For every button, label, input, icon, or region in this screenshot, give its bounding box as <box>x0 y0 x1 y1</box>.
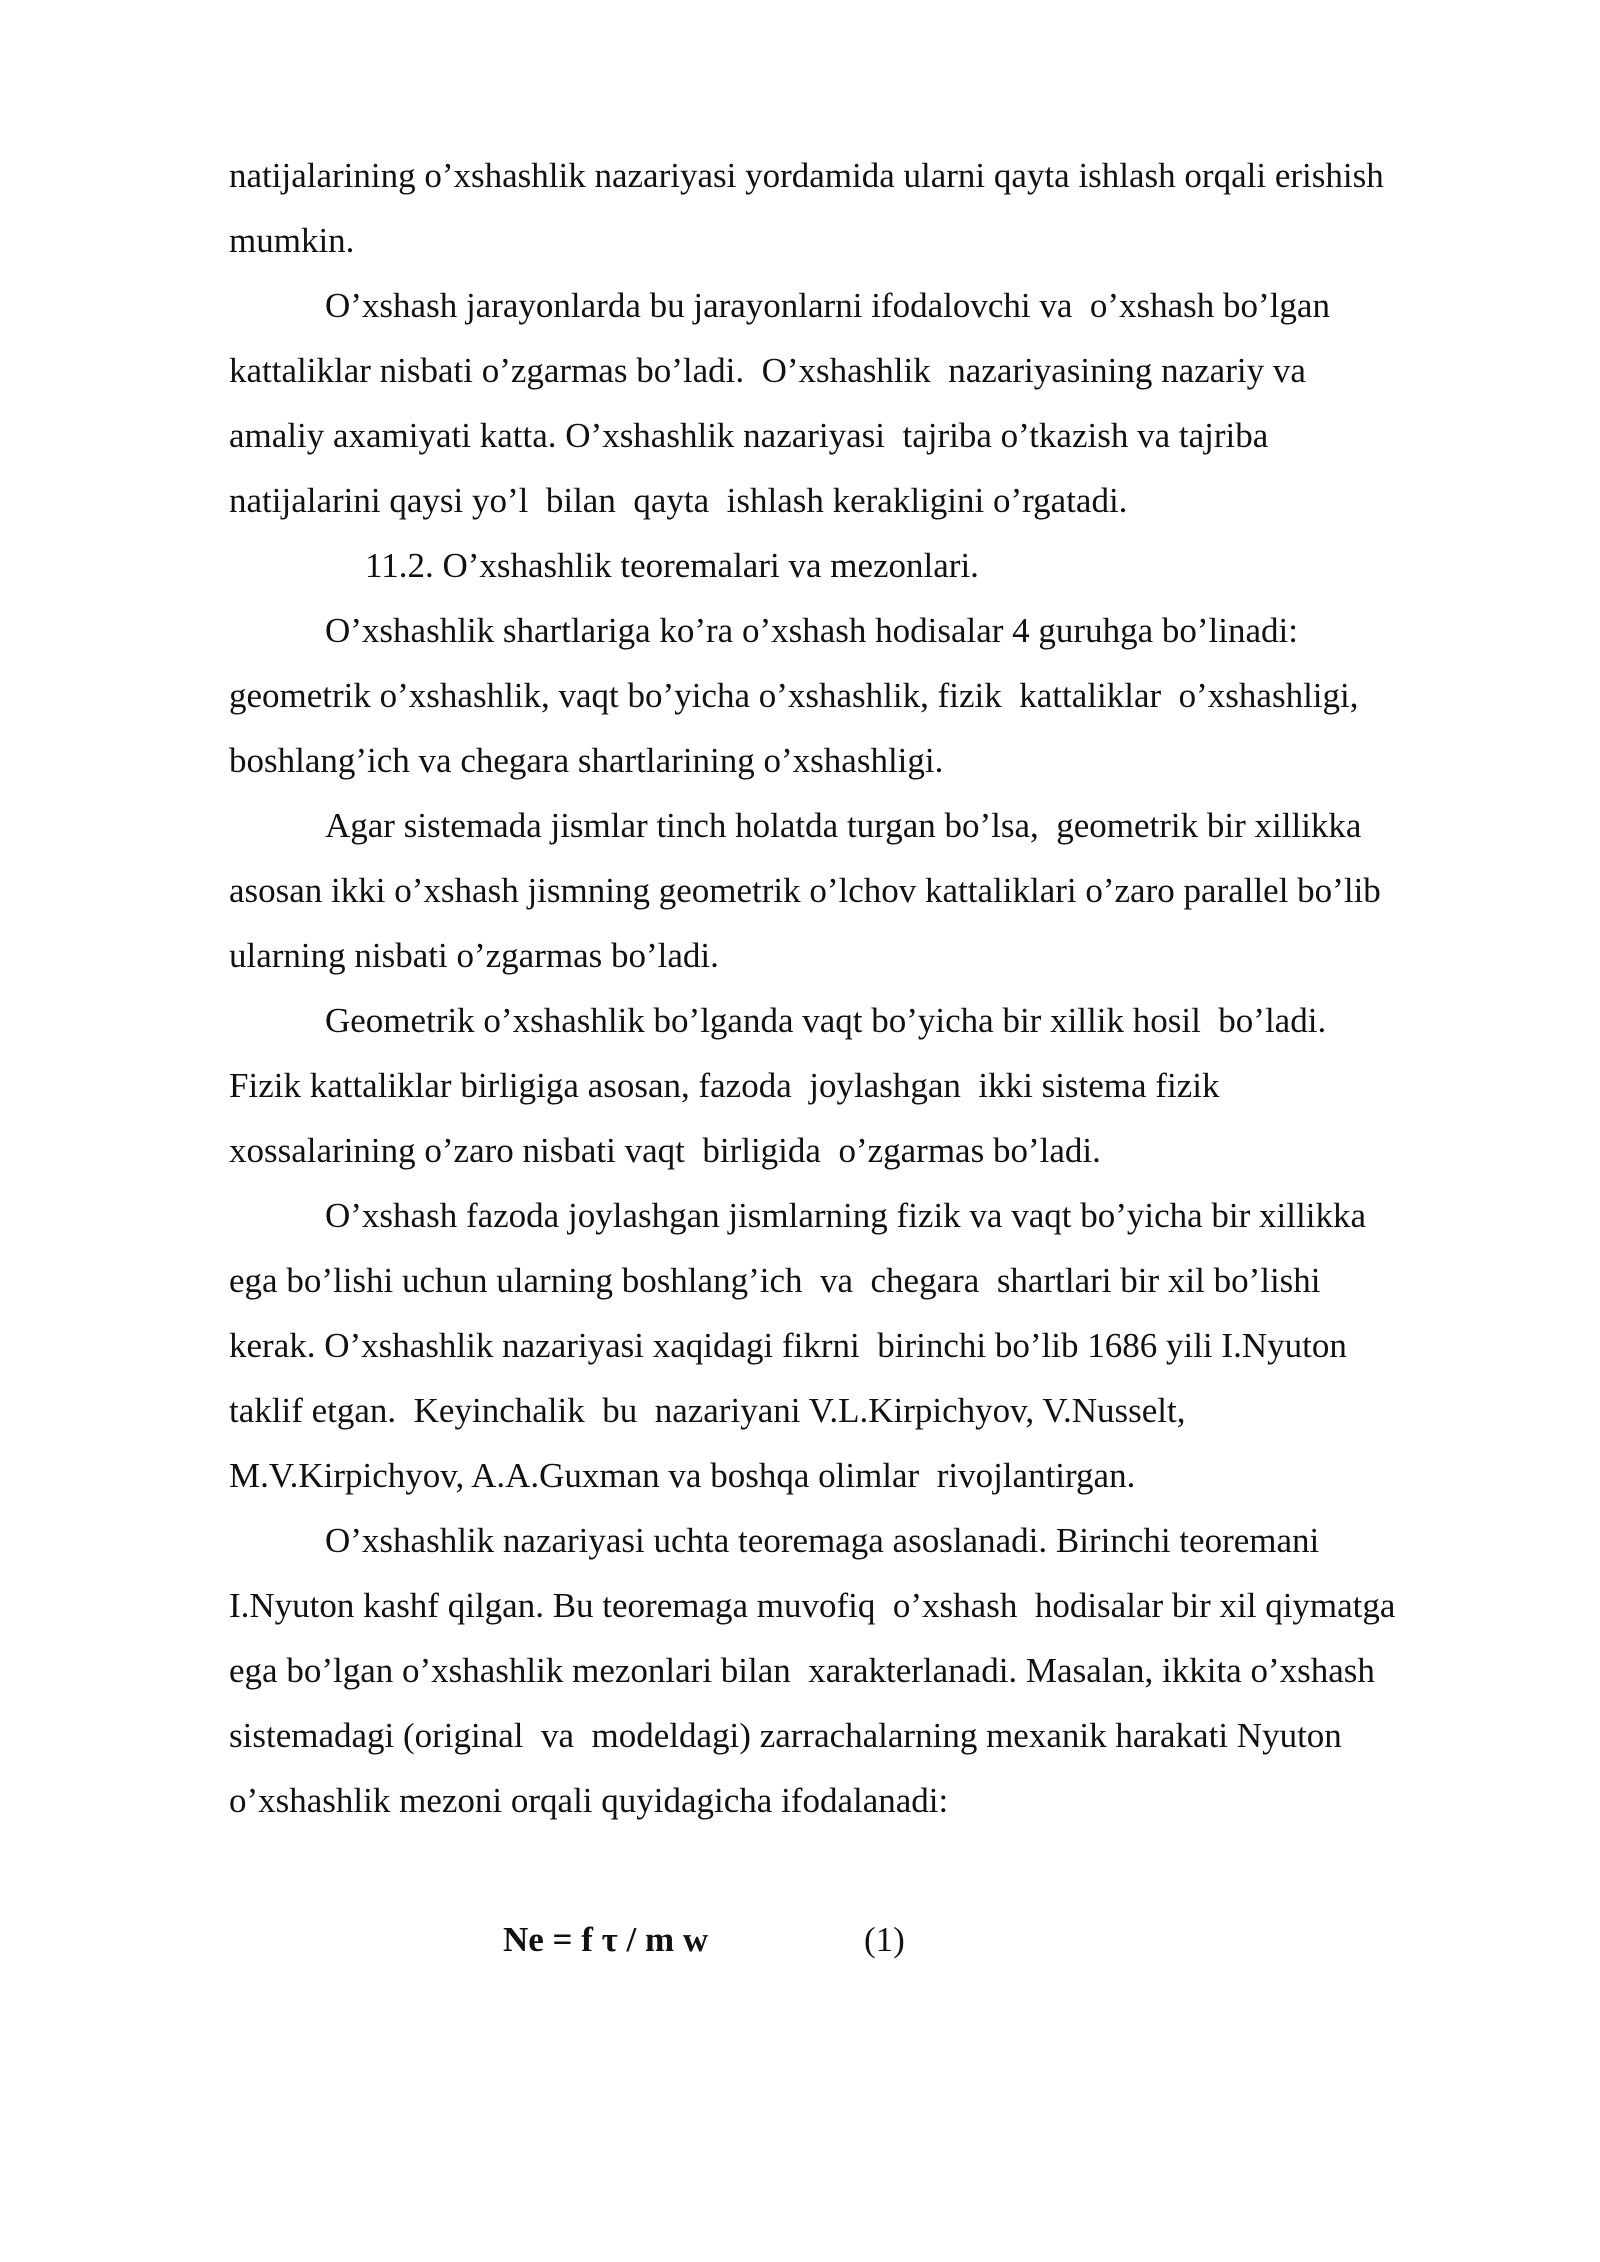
text-line: amaliy axamiyati katta. O’xshashlik nazariyasi tajriba o’tkazish va tajriba <box>229 416 1269 455</box>
body-text <box>229 143 1489 1833</box>
text-line: mumkin. <box>229 221 355 260</box>
text-line: M.V.Kirpichyov, A.A.Guxman va boshqa olimlar rivojlantirgan. <box>229 1456 1136 1495</box>
newton-criterion-formula: Ne = f τ / m w <box>503 1920 709 1959</box>
paragraph-start-line: Geometrik o’xshashlik bo’lganda vaqt bo’yicha bir xillik hosil bo’ladi. <box>325 1001 1327 1040</box>
paragraph-start-line: O’xshash fazoda joylashgan jismlarning fizik va vaqt bo’yicha bir xillikka <box>325 1196 1366 1235</box>
formula-row <box>0 1907 1600 1972</box>
text-line: kattaliklar nisbati o’zgarmas bo’ladi. O’xshashlik nazariyasining nazariy va <box>229 351 1306 390</box>
text-line: taklif etgan. Keyinchalik bu nazariyani V.L.Kirpichyov, V.Nusselt, <box>229 1391 1186 1430</box>
text-line: ega bo’lgan o’xshashlik mezonlari bilan xarakterlanadi. Masalan, ikkita o’xshash <box>229 1651 1375 1690</box>
text-line: asosan ikki o’xshash jismning geometrik o’lchov kattaliklari o’zaro parallel bo’lib <box>229 871 1381 910</box>
section-heading: 11.2. O’xshashlik teoremalari va mezonlari. <box>365 546 979 585</box>
paragraph-start-line: O’xshashlik nazariyasi uchta teoremaga asoslanadi. Birinchi teoremani <box>325 1521 1320 1560</box>
text-line: Fizik kattaliklar birligiga asosan, fazoda joylashgan ikki sistema fizik <box>229 1066 1220 1105</box>
text-line: ega bo’lishi uchun ularning boshlang’ich va chegara shartlari bir xil bo’lishi <box>229 1261 1321 1300</box>
text-line: kerak. O’xshashlik nazariyasi xaqidagi fikrni birinchi bo’lib 1686 yili I.Nyuton <box>229 1326 1347 1365</box>
text-line: natijalarining o’xshashlik nazariyasi yordamida ularni qayta ishlash orqali erishish <box>229 156 1384 195</box>
equation-number: (1) <box>864 1920 905 1959</box>
text-line: I.Nyuton kashf qilgan. Bu teoremaga muvofiq o’xshash hodisalar bir xil qiymatga <box>229 1586 1396 1625</box>
text-line: ularning nisbati o’zgarmas bo’ladi. <box>229 936 719 975</box>
text-line: geometrik o’xshashlik, vaqt bo’yicha o’xshashlik, fizik kattaliklar o’xshashligi, <box>229 676 1359 715</box>
paragraph-start-line: O’xshashlik shartlariga ko’ra o’xshash hodisalar 4 guruhga bo’linadi: <box>325 611 1298 650</box>
text-line: boshlang’ich va chegara shartlarining o’xshashligi. <box>229 741 944 780</box>
text-line: o’xshashlik mezoni orqali quyidagicha ifodalanadi: <box>229 1781 949 1820</box>
paragraph-start-line: O’xshash jarayonlarda bu jarayonlarni ifodalovchi va o’xshash bo’lgan <box>325 286 1330 325</box>
text-line: sistemadagi (original va modeldagi) zarrachalarning mexanik harakati Nyuton <box>229 1716 1342 1755</box>
text-line: xossalarining o’zaro nisbati vaqt birligida o’zgarmas bo’ladi. <box>229 1131 1101 1170</box>
paragraph-start-line: Agar sistemada jismlar tinch holatda turgan bo’lsa, geometrik bir xillikka <box>325 806 1362 845</box>
text-line: natijalarini qaysi yo’l bilan qayta ishlash kerakligini o’rgatadi. <box>229 481 1128 520</box>
